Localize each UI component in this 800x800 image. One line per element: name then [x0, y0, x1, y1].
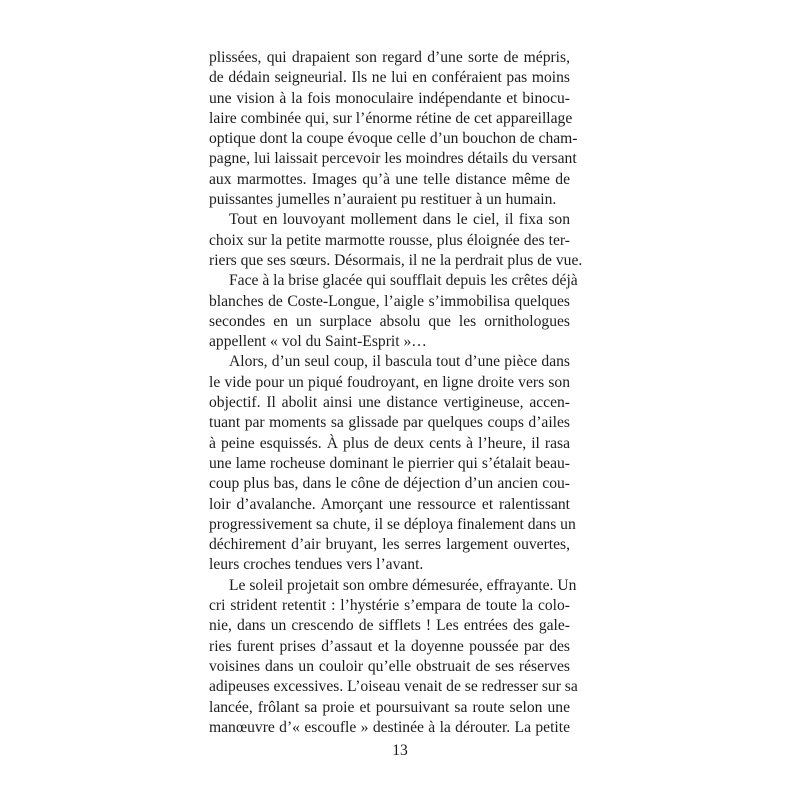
text-line: choix sur la petite marmotte rousse, plus éloignée des ter-: [209, 231, 570, 249]
text-line: laire combinée qui, sur l’énorme rétine de cet appareillage: [209, 109, 573, 127]
text-line: voisines dans un couloir qu’elle obstruait de ses réserves: [209, 657, 570, 675]
text-line: puissantes jumelles n’auraient pu restituer à un humain.: [209, 191, 557, 209]
text-line: de dédain seigneurial. Ils ne lui en conféraient pas moins: [209, 69, 570, 87]
text-line: nie, dans un crescendo de sifflets ! Les entrées des gale-: [209, 617, 570, 635]
text-line: aux marmottes. Images qu’à une telle distance même de: [209, 170, 570, 188]
text-line: manœuvre d’« escoufle » destinée à la dérouter. La petite: [209, 718, 570, 736]
text-line: progressivement sa chute, il se déploya finalement dans un: [209, 515, 576, 533]
text-line: secondes en un surplace absolu que les ornithologues: [209, 312, 570, 330]
text-line: coup plus bas, dans le cône de déjection d’un ancien cou-: [209, 475, 570, 493]
text-line: plissées, qui drapaient son regard d’une sorte de mépris,: [209, 49, 570, 66]
text-line: cri strident retentit : l’hystérie s’empara de toute la colo-: [209, 597, 570, 615]
text-line: blanches de Coste-Longue, l’aigle s’immobilisa quelques: [209, 292, 570, 310]
text-line: leurs croches tendues vers l’avant.: [209, 556, 424, 574]
text-line: une vision à la fois monoculaire indépendante et binocu-: [209, 89, 570, 107]
text-line: loir d’avalanche. Amorçant une ressource et ralentissant: [209, 495, 570, 513]
text-line: Alors, d’un seul coup, il bascula tout d’une pièce dans: [229, 353, 570, 371]
text-line: Face à la brise glacée qui soufflait depuis les crêtes déjà: [229, 272, 578, 290]
text-line: le vide pour un piqué foudroyant, en ligne droite vers son: [209, 373, 570, 391]
text-line: objectif. Il abolit ainsi une distance vertigineuse, accen-: [209, 394, 570, 412]
text-line: adipeuses excessives. L’oiseau venait de se redresser sur sa: [209, 678, 578, 696]
text-line: riers que ses sœurs. Désormais, il ne la perdrait plus de vue.: [209, 251, 583, 269]
text-line: Le soleil projetait son ombre démesurée, effrayante. Un: [229, 576, 577, 594]
text-line: ries furent prises d’assaut et la doyenne poussée par des: [209, 637, 570, 655]
body-text: [209, 48, 583, 738]
text-line: Tout en louvoyant mollement dans le ciel, il fixa son: [229, 211, 570, 229]
text-line: optique dont la coupe évoque celle d’un bouchon de cham-: [209, 130, 578, 148]
text-line: lancée, frôlant sa proie et poursuivant sa route selon une: [209, 698, 570, 716]
text-line: une lame rocheuse dominant le pierrier qui s’étalait beau-: [209, 454, 570, 472]
page-number: 13: [392, 742, 408, 759]
text-line: déchirement d’air bruyant, les serres largement ouvertes,: [209, 536, 570, 554]
text-line: pagne, lui laissait percevoir les moindres détails du versant: [209, 150, 577, 168]
text-line: à peine esquissés. À plus de deux cents à l’heure, il rasa: [209, 434, 570, 452]
text-line: tuant par moments sa glissade par quelques coups d’ailes: [209, 414, 570, 432]
text-line: appellent « vol du Saint-Esprit »…: [209, 333, 427, 351]
